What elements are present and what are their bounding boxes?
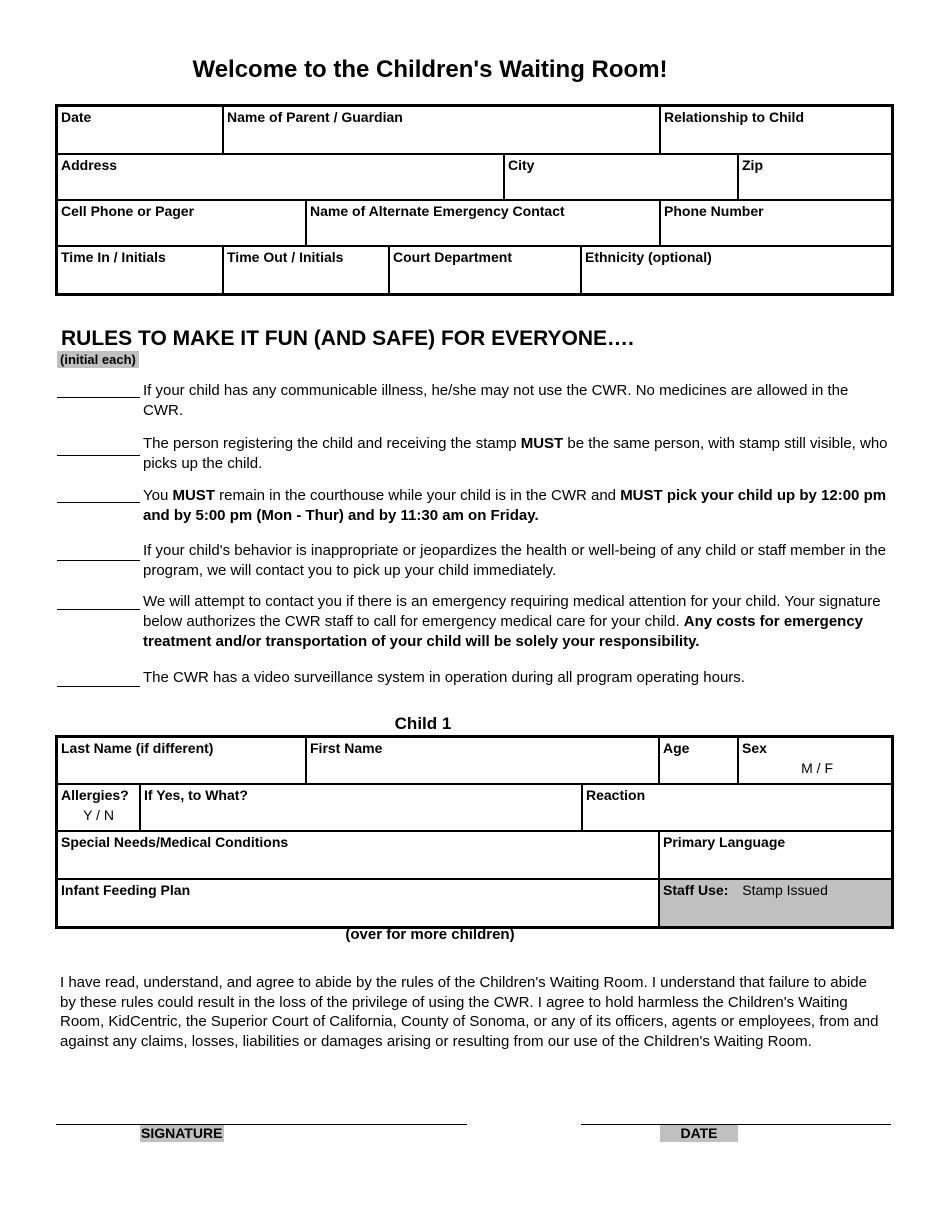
rule-text: The person registering the child and receiving the stamp bbox=[143, 435, 521, 452]
rule-text: You bbox=[143, 487, 173, 504]
initial-line[interactable] bbox=[57, 502, 140, 503]
special-needs-field[interactable]: Special Needs/Medical Conditions bbox=[57, 831, 659, 879]
rule-item: If your child has any communicable illness, he/she may not use the CWR. No medicines are allowed in the CWR. bbox=[143, 382, 849, 419]
initial-line[interactable] bbox=[57, 609, 140, 610]
rule-item bbox=[143, 434, 888, 474]
court-department-field[interactable]: Court Department bbox=[389, 246, 581, 294]
rules-heading: RULES TO MAKE IT FUN (AND SAFE) FOR EVERYONE…. bbox=[61, 327, 634, 350]
zip-field[interactable]: Zip bbox=[738, 154, 892, 200]
initial-line[interactable] bbox=[57, 455, 140, 456]
first-name-field[interactable]: First Name bbox=[306, 737, 659, 784]
time-out-field[interactable]: Time Out / Initials bbox=[223, 246, 389, 294]
rule-item bbox=[143, 592, 888, 652]
date-label: DATE bbox=[660, 1125, 738, 1142]
date-field[interactable]: Date bbox=[57, 106, 223, 154]
sex-field[interactable] bbox=[738, 737, 892, 784]
alt-contact-field[interactable]: Name of Alternate Emergency Contact bbox=[306, 200, 660, 246]
signature-line[interactable] bbox=[56, 1124, 467, 1125]
age-field[interactable]: Age bbox=[659, 737, 738, 784]
allergies-field[interactable] bbox=[57, 784, 140, 831]
initial-note: (initial each) bbox=[57, 351, 139, 368]
ethnicity-field[interactable]: Ethnicity (optional) bbox=[581, 246, 892, 294]
time-in-field[interactable]: Time In / Initials bbox=[57, 246, 223, 294]
rule-emphasis: MUST bbox=[172, 487, 215, 504]
rule-item: The CWR has a video surveillance system in operation during all program operating hours. bbox=[143, 669, 745, 686]
rule-emphasis: MUST pick your child up by 12:00 pm and by 5:00 pm (Mon - Thur) and by 11:30 am on Friday. bbox=[143, 487, 887, 524]
rule-text: remain in the courthouse while your child is in the CWR and bbox=[214, 487, 621, 504]
allergy-details-field[interactable]: If Yes, to What? bbox=[140, 784, 582, 831]
signature-label: SIGNATURE bbox=[141, 1125, 223, 1141]
sex-label: Sex bbox=[742, 740, 767, 756]
initial-line[interactable] bbox=[57, 686, 140, 687]
page-title: Welcome to the Children's Waiting Room! bbox=[192, 56, 668, 83]
sex-options[interactable]: M / F bbox=[801, 760, 834, 776]
reaction-field[interactable]: Reaction bbox=[582, 784, 892, 831]
allergies-options[interactable]: Y / N bbox=[83, 807, 114, 823]
relationship-field[interactable]: Relationship to Child bbox=[660, 106, 892, 154]
rule-emphasis: MUST bbox=[520, 435, 564, 452]
initial-line[interactable] bbox=[57, 397, 140, 398]
city-field[interactable]: City bbox=[504, 154, 738, 200]
over-note: (over for more children) bbox=[345, 926, 515, 943]
agreement-text: I have read, understand, and agree to abide by the rules of the Children's Waiting Room. I understand that failure to abide by these rules could result in the loss of the privilege of using the CWR. I agree to hold harmless the Children's Waiting Room, KidCentric, the Superior Court of California, County of Sonoma, or any of its officers, agents or employees, from and against any claims, losses, liabilities or damages arising or resulting from our use of the Children's Waiting Room. bbox=[60, 974, 879, 1050]
rule-text: be the same person, with stamp still visible, who picks up the child. bbox=[143, 435, 888, 472]
rule-emphasis: Any costs for emergency treatment and/or transportation of your child will be solely your responsibility. bbox=[143, 613, 864, 650]
rule-item bbox=[143, 486, 888, 526]
infant-feeding-field[interactable]: Infant Feeding Plan bbox=[57, 879, 659, 927]
rule-item: If your child's behavior is inappropriate or jeopardizes the health or well-being of any child or staff member in the program, we will contact you to pick up your child immediately. bbox=[143, 542, 886, 579]
allergies-label: Allergies? bbox=[61, 787, 129, 803]
parent-info-table bbox=[56, 105, 893, 295]
parent-name-field[interactable]: Name of Parent / Guardian bbox=[223, 106, 660, 154]
phone-number-field[interactable]: Phone Number bbox=[660, 200, 892, 246]
stamp-issued-label: Stamp Issued bbox=[742, 882, 828, 898]
cell-phone-field[interactable]: Cell Phone or Pager bbox=[57, 200, 306, 246]
primary-language-field[interactable]: Primary Language bbox=[659, 831, 892, 879]
staff-use-field bbox=[659, 879, 892, 927]
child-info-table bbox=[56, 736, 893, 928]
last-name-field[interactable]: Last Name (if different) bbox=[57, 737, 306, 784]
rule-text: We will attempt to contact you if there is an emergency requiring medical attention for your child. Your signature below authorizes the CWR staff to call for emergency medical care for your child. bbox=[143, 593, 881, 630]
initial-line[interactable] bbox=[57, 560, 140, 561]
child-section-title: Child 1 bbox=[394, 714, 452, 733]
address-field[interactable]: Address bbox=[57, 154, 504, 200]
staff-use-label: Staff Use: bbox=[663, 882, 729, 898]
